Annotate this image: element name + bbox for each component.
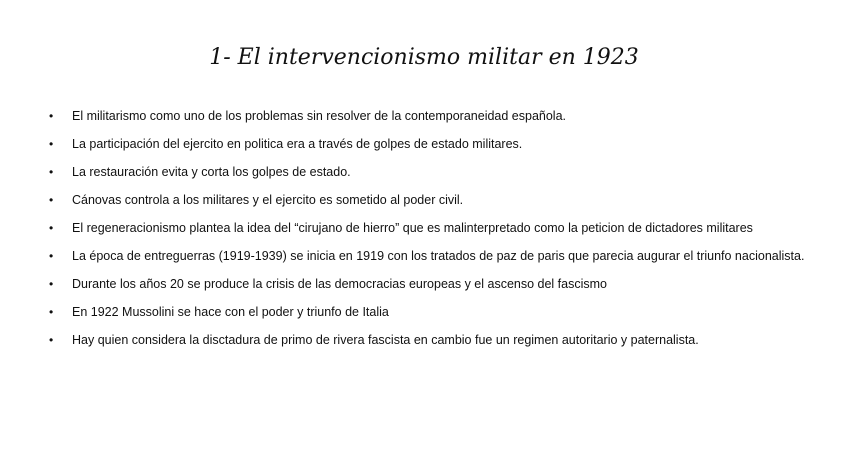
bullet-item (48, 109, 808, 124)
bullet-item (48, 165, 808, 180)
bullet-dot-icon: • (49, 137, 54, 151)
bullet-dot-icon: • (49, 249, 54, 263)
bullet-dot-icon: • (49, 109, 54, 123)
bullet-list (48, 109, 808, 361)
bullet-text: Durante los años 20 se produce la crisis de las democracias europeas y el ascenso del fascismo (72, 277, 607, 291)
bullet-text: La restauración evita y corta los golpes de estado. (72, 165, 351, 179)
bullet-item (48, 193, 808, 208)
bullet-dot-icon: • (49, 165, 54, 179)
bullet-item (48, 249, 808, 264)
bullet-text: La época de entreguerras (1919-1939) se inicia en 1919 con los tratados de paz de paris que parecia augurar el triunfo nacionalista. (72, 249, 805, 263)
bullet-text: Cánovas controla a los militares y el ejercito es sometido al poder civil. (72, 193, 464, 207)
bullet-item (48, 221, 808, 236)
bullet-text: El militarismo como uno de los problemas sin resolver de la contemporaneidad española. (72, 109, 567, 123)
bullet-dot-icon: • (49, 277, 54, 291)
bullet-item (48, 137, 808, 152)
bullet-text: Hay quien considera la disctadura de primo de rivera fascista en cambio fue un regimen autoritario y paternalista. (72, 333, 699, 347)
bullet-item (48, 333, 808, 348)
bullet-text: El regeneracionismo plantea la idea del “cirujano de hierro” que es malinterpretado como la peticion de dictadores militares (72, 221, 753, 235)
bullet-dot-icon: • (49, 221, 54, 235)
bullet-item (48, 277, 808, 292)
bullet-dot-icon: • (49, 193, 54, 207)
slide-title: 1- El intervencionismo militar en 1923 (209, 45, 639, 70)
bullet-text: En 1922 Mussolini se hace con el poder y triunfo de Italia (72, 305, 389, 319)
bullet-item (48, 305, 808, 320)
bullet-dot-icon: • (49, 305, 54, 319)
bullet-dot-icon: • (49, 333, 54, 347)
bullet-text: La participación del ejercito en politica era a través de golpes de estado militares. (72, 137, 523, 151)
